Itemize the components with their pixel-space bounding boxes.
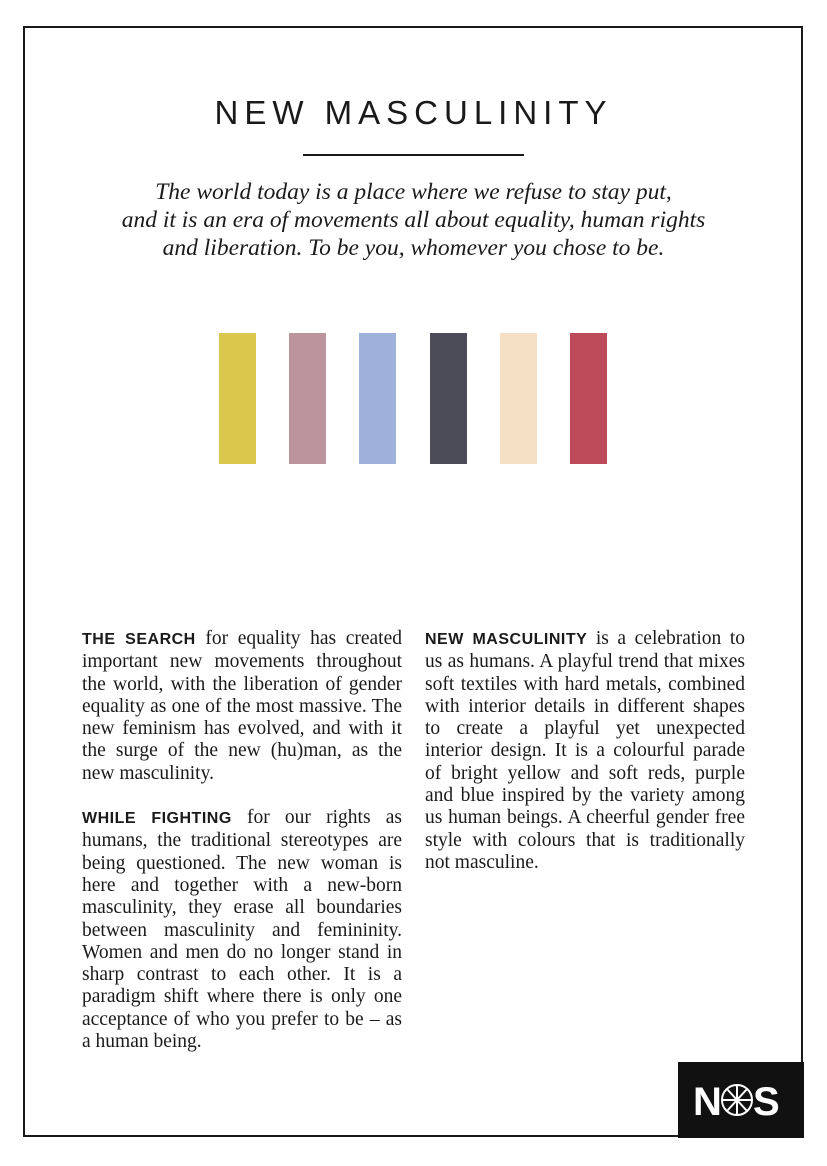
ncs-globe-icon <box>693 1078 789 1122</box>
paragraph-new-masculinity <box>425 628 745 874</box>
swatch-dusty-rose <box>289 333 326 464</box>
swatch-soft-blue <box>359 333 396 464</box>
text-new-masculinity: is a celebration to us as humans. A playful trend that mixes soft textiles with hard metals, combined with interior details in different shapes to create a playful yet unexpected interior design. It is a colourful parade of bright yellow and soft reds, purple and blue inspired by the variety among us human beings. A cheerful gender free style with colours that is traditionally not masculine. <box>425 628 745 873</box>
ncs-logo <box>678 1062 804 1138</box>
logo-letter-s: S <box>753 1080 780 1122</box>
body-column-right <box>425 628 745 896</box>
intro-paragraph <box>70 178 757 262</box>
swatch-red <box>570 333 607 464</box>
intro-line: and it is an era of movements all about equality, human rights <box>121 207 706 233</box>
swatch-charcoal <box>430 333 467 464</box>
intro-line: and liberation. To be you, whomever you chose to be. <box>162 235 665 261</box>
page-title: NEW MASCULINITY <box>214 94 613 131</box>
logo-letter-n: N <box>693 1080 722 1122</box>
text-while-fighting: for our rights as humans, the traditional stereotypes are being questioned. The new woman is here and together with a new-born masculinity, they erase all boundaries between masculinity and femininity. Women and men do no longer stand in sharp contrast to each other. It is a paradigm shift where there is only one acceptance of who you prefer to be – as a human being. <box>82 807 402 1053</box>
swatch-yellow <box>219 333 256 464</box>
text-the-search: for equality has created important new movements throughout the world, with the liberation of gender equality as one of the most massive. The new feminism has evolved, and with it the surge of the new (hu)man, as the new masculinity. <box>82 628 403 784</box>
paragraph-while-fighting <box>82 807 402 1053</box>
body-column-left <box>82 628 402 1075</box>
paragraph-the-search <box>82 628 402 785</box>
intro-line: The world today is a place where we refuse to stay put, <box>155 179 672 205</box>
title-divider <box>303 154 524 156</box>
swatch-cream <box>500 333 537 464</box>
lead-while-fighting: WHILE FIGHTING <box>82 810 232 828</box>
lead-new-masculinity: NEW MASCULINITY <box>425 631 588 648</box>
lead-the-search: THE SEARCH <box>82 631 196 648</box>
